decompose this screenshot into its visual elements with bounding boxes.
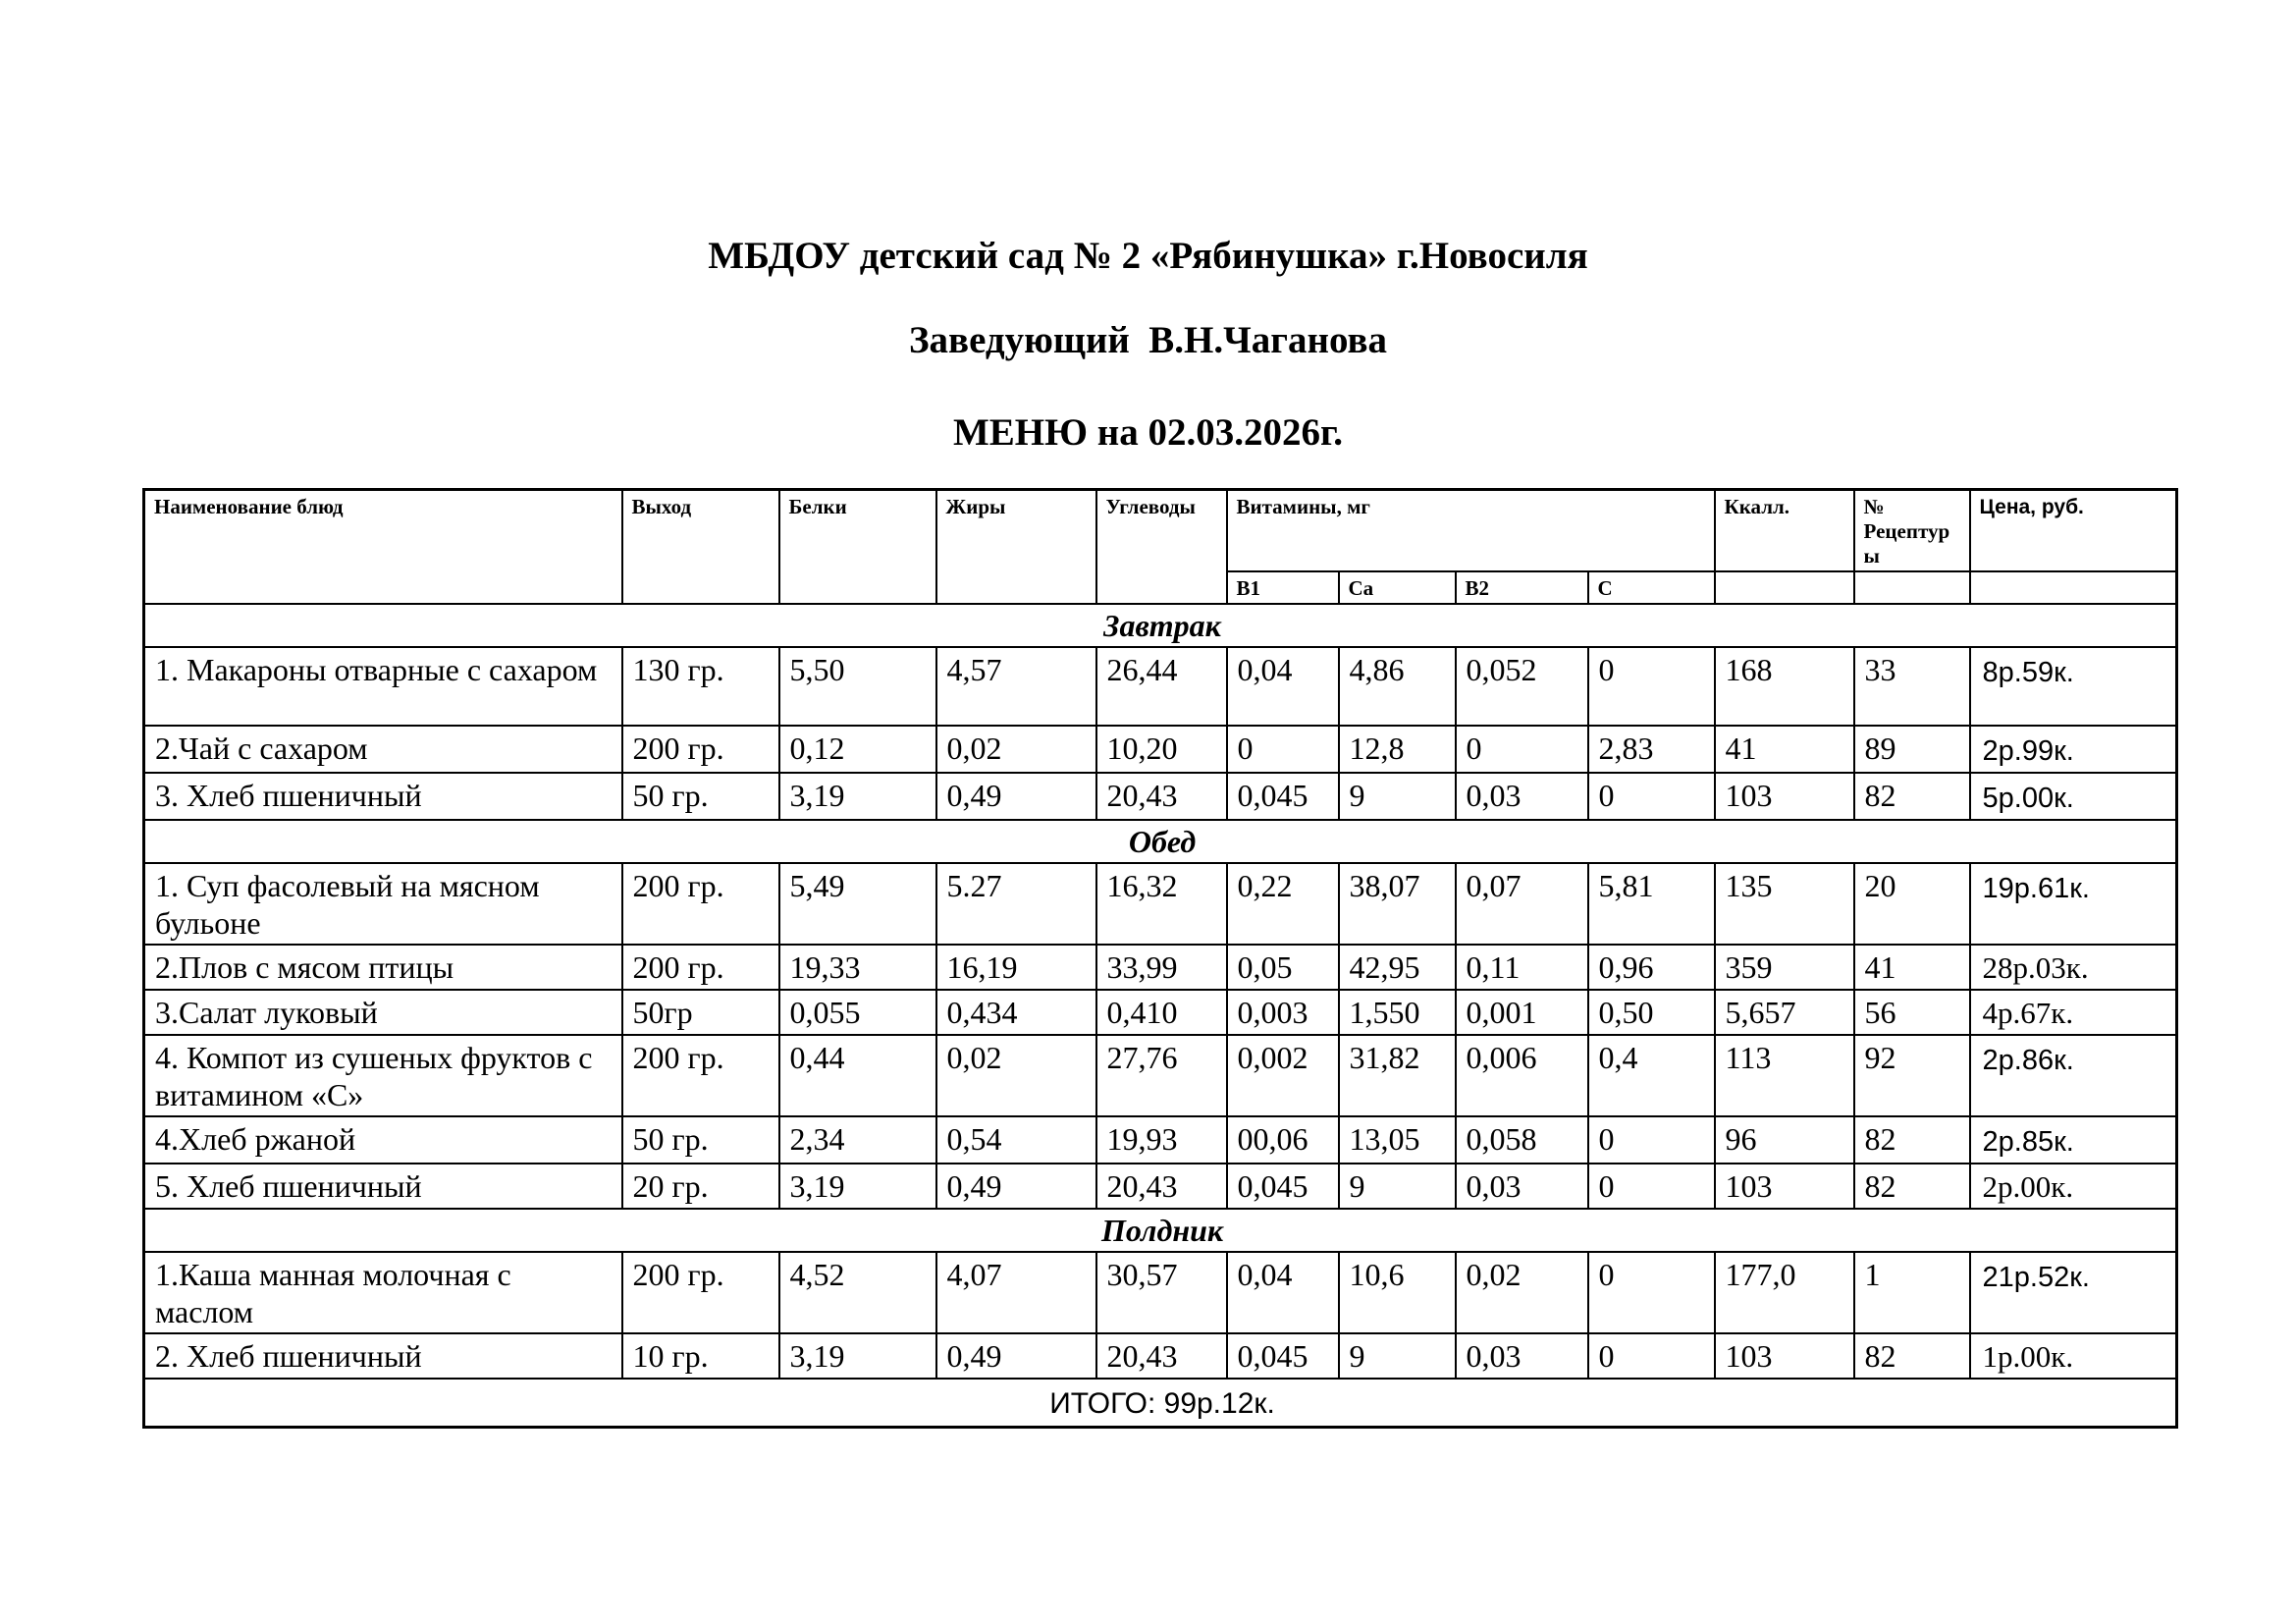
dish-zhiry: 0,54 <box>936 1116 1096 1164</box>
dish-recipe: 82 <box>1854 773 1970 820</box>
menu-date-title: МЕНЮ на 02.03.2026г. <box>952 411 1344 454</box>
dish-row <box>144 647 2177 726</box>
empty-subheader-cell <box>1970 571 2177 604</box>
dish-c: 0,50 <box>1588 990 1715 1035</box>
dish-c: 0 <box>1588 1252 1715 1333</box>
dish-vyhod: 10 гр. <box>622 1333 779 1379</box>
dish-uglevody: 0,410 <box>1096 990 1227 1035</box>
dish-ca: 12,8 <box>1339 726 1456 773</box>
dish-vyhod: 130 гр. <box>622 647 779 726</box>
dish-b1: 0,003 <box>1227 990 1339 1035</box>
dish-recipe: 56 <box>1854 990 1970 1035</box>
dish-uglevody: 30,57 <box>1096 1252 1227 1333</box>
col-header-recipe: № Рецептуры <box>1854 490 1970 572</box>
dish-vyhod: 200 гр. <box>622 945 779 990</box>
dish-price: 2р.99к. <box>1970 726 2177 773</box>
dish-zhiry: 0,02 <box>936 1035 1096 1116</box>
dish-b2: 0,11 <box>1456 945 1588 990</box>
col-header-vitamins-group: Витамины, мг <box>1227 490 1715 572</box>
dish-price: 28р.03к. <box>1970 945 2177 990</box>
dish-uglevody: 33,99 <box>1096 945 1227 990</box>
dish-b1: 0,05 <box>1227 945 1339 990</box>
dish-belki: 2,34 <box>779 1116 936 1164</box>
dish-belki: 4,52 <box>779 1252 936 1333</box>
col-header-ca: Са <box>1339 571 1456 604</box>
col-header-uglevody: Углеводы <box>1096 490 1227 605</box>
dish-vyhod: 200 гр. <box>622 726 779 773</box>
dish-b1: 0,04 <box>1227 647 1339 726</box>
dish-b1: 0 <box>1227 726 1339 773</box>
dish-uglevody: 20,43 <box>1096 773 1227 820</box>
section-row-breakfast <box>144 604 2177 647</box>
dish-c: 0 <box>1588 1116 1715 1164</box>
dish-kkal: 96 <box>1715 1116 1854 1164</box>
dish-name: 4. Компот из сушеных фруктов с витамином «С» <box>144 1035 622 1116</box>
dish-name: 5. Хлеб пшеничный <box>144 1164 622 1209</box>
dish-price: 21р.52к. <box>1970 1252 2177 1333</box>
dish-b1: 0,045 <box>1227 773 1339 820</box>
dish-ca: 1,550 <box>1339 990 1456 1035</box>
section-row-lunch <box>144 820 2177 863</box>
dish-zhiry: 5.27 <box>936 863 1096 945</box>
dish-b2: 0 <box>1456 726 1588 773</box>
document-header <box>0 234 2296 456</box>
dish-ca: 31,82 <box>1339 1035 1456 1116</box>
dish-zhiry: 0,02 <box>936 726 1096 773</box>
dish-c: 0,4 <box>1588 1035 1715 1116</box>
dish-row <box>144 1035 2177 1116</box>
dish-row <box>144 1252 2177 1333</box>
dish-c: 0 <box>1588 773 1715 820</box>
empty-subheader-cell <box>1715 571 1854 604</box>
dish-uglevody: 27,76 <box>1096 1035 1227 1116</box>
dish-zhiry: 4,07 <box>936 1252 1096 1333</box>
page-title: МБДОУ детский сад № 2 «Рябинушка» г.Новосиля <box>708 235 1588 277</box>
dish-price: 4р.67к. <box>1970 990 2177 1035</box>
dish-belki: 3,19 <box>779 1333 936 1379</box>
dish-kkal: 103 <box>1715 773 1854 820</box>
dish-price: 19р.61к. <box>1970 863 2177 945</box>
dish-name: 3.Салат луковый <box>144 990 622 1035</box>
dish-b2: 0,052 <box>1456 647 1588 726</box>
col-header-b2: В2 <box>1456 571 1588 604</box>
total-label: ИТОГО: 99р.12к. <box>144 1379 2177 1427</box>
dish-belki: 19,33 <box>779 945 936 990</box>
dish-b2: 0,03 <box>1456 1333 1588 1379</box>
col-header-vyhod: Выход <box>622 490 779 605</box>
section-title: Обед <box>144 820 2177 863</box>
dish-name: 2.Чай с сахаром <box>144 726 622 773</box>
dish-zhiry: 0,49 <box>936 1333 1096 1379</box>
dish-kkal: 177,0 <box>1715 1252 1854 1333</box>
dish-b2: 0,058 <box>1456 1116 1588 1164</box>
dish-row <box>144 990 2177 1035</box>
dish-belki: 3,19 <box>779 1164 936 1209</box>
dish-name: 1. Суп фасолевый на мясном бульоне <box>144 863 622 945</box>
dish-row <box>144 1333 2177 1379</box>
dish-uglevody: 10,20 <box>1096 726 1227 773</box>
col-header-b1: В1 <box>1227 571 1339 604</box>
menu-table <box>142 488 2178 1429</box>
dish-kkal: 359 <box>1715 945 1854 990</box>
dish-row <box>144 863 2177 945</box>
dish-ca: 4,86 <box>1339 647 1456 726</box>
col-header-kkal: Ккалл. <box>1715 490 1854 572</box>
dish-ca: 10,6 <box>1339 1252 1456 1333</box>
table-header-row-1 <box>144 490 2177 572</box>
dish-uglevody: 20,43 <box>1096 1333 1227 1379</box>
dish-recipe: 82 <box>1854 1333 1970 1379</box>
dish-b2: 0,006 <box>1456 1035 1588 1116</box>
dish-row <box>144 1164 2177 1209</box>
dish-recipe: 82 <box>1854 1116 1970 1164</box>
dish-name: 1. Макароны отварные с сахаром <box>144 647 622 726</box>
dish-recipe: 89 <box>1854 726 1970 773</box>
dish-kkal: 103 <box>1715 1164 1854 1209</box>
dish-price: 1р.00к. <box>1970 1333 2177 1379</box>
dish-price: 5р.00к. <box>1970 773 2177 820</box>
dish-belki: 0,12 <box>779 726 936 773</box>
dish-vyhod: 200 гр. <box>622 1252 779 1333</box>
dish-c: 5,81 <box>1588 863 1715 945</box>
dish-uglevody: 16,32 <box>1096 863 1227 945</box>
director-line: Заведующий В.Н.Чаганова <box>908 319 1388 361</box>
dish-ca: 42,95 <box>1339 945 1456 990</box>
dish-belki: 0,44 <box>779 1035 936 1116</box>
dish-recipe: 20 <box>1854 863 1970 945</box>
dish-b1: 0,04 <box>1227 1252 1339 1333</box>
dish-uglevody: 26,44 <box>1096 647 1227 726</box>
dish-row <box>144 773 2177 820</box>
dish-b1: 0,045 <box>1227 1164 1339 1209</box>
dish-kkal: 113 <box>1715 1035 1854 1116</box>
empty-subheader-cell <box>1854 571 1970 604</box>
total-row <box>144 1379 2177 1427</box>
dish-ca: 9 <box>1339 773 1456 820</box>
section-title: Полдник <box>144 1209 2177 1252</box>
dish-b2: 0,07 <box>1456 863 1588 945</box>
dish-c: 0 <box>1588 1333 1715 1379</box>
dish-zhiry: 0,434 <box>936 990 1096 1035</box>
dish-recipe: 1 <box>1854 1252 1970 1333</box>
dish-name: 3. Хлеб пшеничный <box>144 773 622 820</box>
dish-ca: 9 <box>1339 1164 1456 1209</box>
col-header-zhiry: Жиры <box>936 490 1096 605</box>
dish-belki: 3,19 <box>779 773 936 820</box>
dish-uglevody: 20,43 <box>1096 1164 1227 1209</box>
col-header-price: Цена, руб. <box>1970 490 2177 572</box>
dish-zhiry: 0,49 <box>936 1164 1096 1209</box>
dish-name: 2.Плов с мясом птицы <box>144 945 622 990</box>
dish-belki: 5,50 <box>779 647 936 726</box>
dish-row <box>144 726 2177 773</box>
col-header-belki: Белки <box>779 490 936 605</box>
dish-c: 0 <box>1588 647 1715 726</box>
section-row-snack <box>144 1209 2177 1252</box>
dish-vyhod: 50 гр. <box>622 773 779 820</box>
dish-b2: 0,001 <box>1456 990 1588 1035</box>
dish-vyhod: 50гр <box>622 990 779 1035</box>
dish-c: 2,83 <box>1588 726 1715 773</box>
dish-belki: 5,49 <box>779 863 936 945</box>
dish-recipe: 92 <box>1854 1035 1970 1116</box>
col-header-name: Наименование блюд <box>144 490 622 605</box>
dish-b1: 0,045 <box>1227 1333 1339 1379</box>
section-title: Завтрак <box>144 604 2177 647</box>
dish-ca: 38,07 <box>1339 863 1456 945</box>
dish-vyhod: 200 гр. <box>622 1035 779 1116</box>
dish-zhiry: 0,49 <box>936 773 1096 820</box>
dish-kkal: 103 <box>1715 1333 1854 1379</box>
dish-recipe: 33 <box>1854 647 1970 726</box>
dish-recipe: 41 <box>1854 945 1970 990</box>
dish-b1: 00,06 <box>1227 1116 1339 1164</box>
dish-ca: 9 <box>1339 1333 1456 1379</box>
dish-b2: 0,03 <box>1456 1164 1588 1209</box>
dish-c: 0,96 <box>1588 945 1715 990</box>
dish-recipe: 82 <box>1854 1164 1970 1209</box>
dish-zhiry: 4,57 <box>936 647 1096 726</box>
dish-name: 4.Хлеб ржаной <box>144 1116 622 1164</box>
dish-kkal: 41 <box>1715 726 1854 773</box>
dish-price: 2р.86к. <box>1970 1035 2177 1116</box>
dish-price: 2р.85к. <box>1970 1116 2177 1164</box>
dish-b1: 0,22 <box>1227 863 1339 945</box>
dish-ca: 13,05 <box>1339 1116 1456 1164</box>
dish-b2: 0,03 <box>1456 773 1588 820</box>
dish-row <box>144 1116 2177 1164</box>
dish-vyhod: 200 гр. <box>622 863 779 945</box>
dish-kkal: 135 <box>1715 863 1854 945</box>
dish-zhiry: 16,19 <box>936 945 1096 990</box>
dish-c: 0 <box>1588 1164 1715 1209</box>
dish-vyhod: 20 гр. <box>622 1164 779 1209</box>
dish-uglevody: 19,93 <box>1096 1116 1227 1164</box>
dish-b2: 0,02 <box>1456 1252 1588 1333</box>
dish-price: 8р.59к. <box>1970 647 2177 726</box>
dish-vyhod: 50 гр. <box>622 1116 779 1164</box>
col-header-c: С <box>1588 571 1715 604</box>
dish-b1: 0,002 <box>1227 1035 1339 1116</box>
dish-name: 1.Каша манная молочная с маслом <box>144 1252 622 1333</box>
dish-kkal: 168 <box>1715 647 1854 726</box>
dish-belki: 0,055 <box>779 990 936 1035</box>
dish-kkal: 5,657 <box>1715 990 1854 1035</box>
dish-price: 2р.00к. <box>1970 1164 2177 1209</box>
dish-name: 2. Хлеб пшеничный <box>144 1333 622 1379</box>
dish-row <box>144 945 2177 990</box>
